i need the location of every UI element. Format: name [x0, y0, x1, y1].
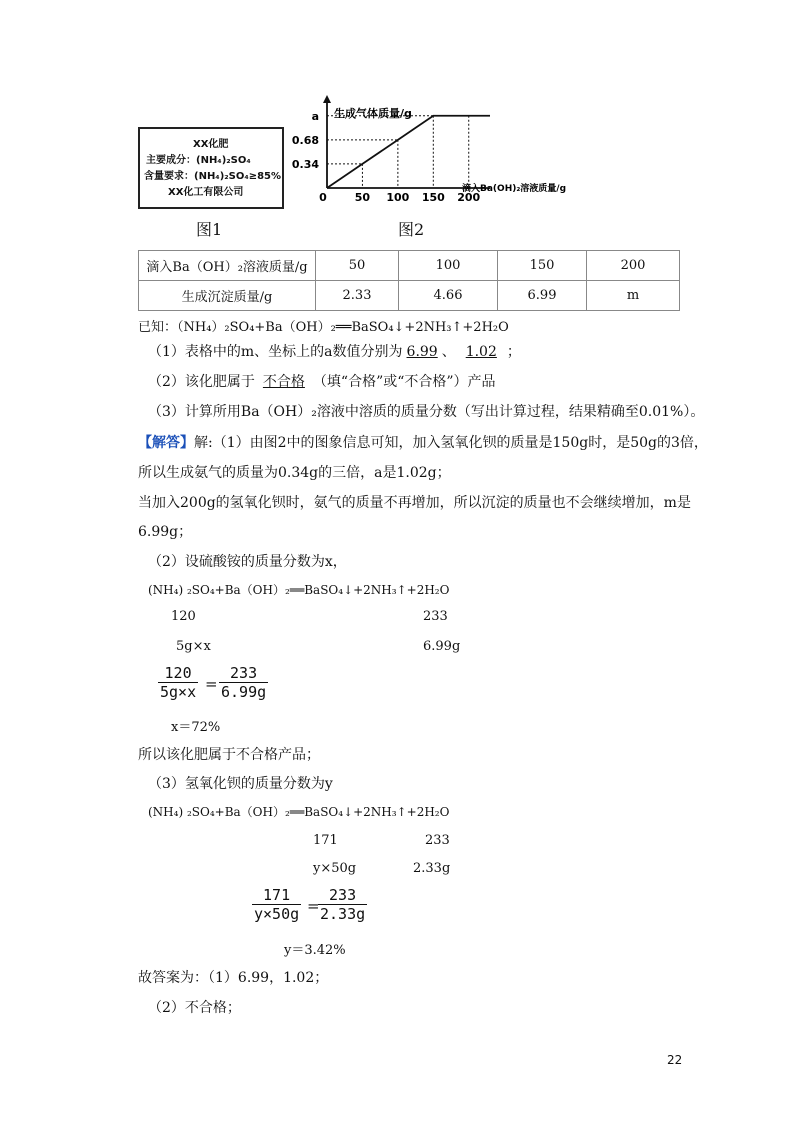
solution-line-3: 当加入200g的氢氧化钡时，氨气的质量不再增加，所以沉淀的质量也不会继续增加，m是	[138, 495, 691, 511]
fraction-numerator: 120	[158, 664, 198, 683]
x-axis-label: 滴入Ba(OH)₂溶液质量/g	[462, 184, 567, 194]
part-2-result: x＝72%	[171, 720, 221, 735]
fraction-equals: =	[205, 675, 218, 693]
part-2-molar-mass-1: 120	[171, 609, 196, 624]
table-cell: 150	[498, 251, 587, 281]
table-cell: 50	[316, 251, 399, 281]
fertilizer-content-requirement: 含量要求：(NH₄)₂SO₄≥85%	[144, 171, 282, 182]
question-2-answer: 不合格	[262, 374, 305, 390]
part-3-value-1: y×50g	[313, 861, 357, 876]
origin-label: 0	[319, 191, 327, 204]
fertilizer-label-box	[138, 127, 284, 209]
table-row	[139, 281, 680, 311]
x-tick-label: 150	[421, 191, 445, 204]
fraction-denominator: y×50g	[254, 905, 300, 923]
final-answer-2: （2）不合格；	[148, 1000, 241, 1016]
part-3-value-2: 2.33g	[413, 861, 451, 876]
table-cell: m	[587, 281, 680, 311]
series-line	[327, 116, 490, 188]
part-2-fraction-right	[219, 664, 268, 701]
equation-part-2: (NH₄) ₂SO₄+Ba（OH）₂══BaSO₄↓+2NH₃↑+2H₂O	[148, 583, 450, 597]
question-2-end: （填“合格”或“不合格”）产品	[312, 374, 496, 390]
part-3-fraction-left	[252, 886, 301, 923]
final-answer-1: 故答案为：（1）6.99，1.02；	[138, 970, 329, 986]
y-tick-label: a	[311, 109, 319, 123]
x-tick-label: 50	[354, 191, 371, 204]
figure-2-caption: 图2	[398, 220, 425, 239]
part-2-value-2: 6.99g	[423, 639, 461, 654]
fraction-denominator: 6.99g	[221, 683, 267, 701]
fertilizer-company: XX化工有限公司	[168, 187, 244, 198]
fraction-denominator: 2.33g	[320, 905, 366, 923]
table-cell: 200	[587, 251, 680, 281]
known-equation: 已知：（NH₄）₂SO₄+Ba（OH）₂══BaSO₄↓+2NH₃↑+2H₂O	[138, 320, 509, 335]
table-cell: 4.66	[399, 281, 498, 311]
y-tick-label: 0.68	[291, 133, 319, 147]
table-header-cell: 生成沉淀质量/g	[139, 281, 316, 311]
y-axis-label: 生成气体质量/g	[334, 107, 412, 120]
question-2	[148, 371, 496, 391]
fraction-numerator: 233	[219, 664, 268, 683]
fertilizer-main-component: 主要成分：(NH₄)₂SO₄	[146, 155, 251, 166]
table-cell: 100	[399, 251, 498, 281]
gas-mass-chart	[290, 95, 567, 225]
question-1	[148, 341, 521, 361]
solution-text-1: 解:（1）由图2中的图象信息可知，加入氢氧化钡的质量是150g时，是50g的3倍，	[194, 435, 708, 451]
part-2-value-1: 5g×x	[176, 639, 211, 654]
fraction-equals: =	[307, 897, 320, 915]
solution-part-3: （3）氢氧化钡的质量分数为y	[148, 776, 333, 792]
part-3-molar-mass-2: 233	[425, 833, 450, 848]
fertilizer-name: XX化肥	[193, 139, 229, 150]
solution-line-1	[138, 432, 708, 452]
question-1-separator: 、	[441, 344, 456, 360]
solution-line-4: 6.99g；	[138, 524, 193, 540]
table-row	[139, 251, 680, 281]
solution-line-2: 所以生成氨气的质量为0.34g的三倍，a是1.02g；	[138, 465, 451, 481]
part-3-fraction-right	[318, 886, 367, 923]
y-tick-label: 0.34	[291, 157, 319, 171]
part-2-molar-mass-2: 233	[423, 609, 448, 624]
solution-part-2: （2）设硫酸铵的质量分数为x，	[148, 554, 347, 570]
question-1-prefix: （1）表格中的m、坐标上的a数值分别为	[148, 344, 403, 360]
fraction-numerator: 233	[318, 886, 367, 905]
x-tick-label: 200	[457, 191, 481, 204]
data-table	[138, 250, 680, 311]
table-header-cell: 滴入Ba（OH）₂溶液质量/g	[139, 251, 316, 281]
table-cell: 2.33	[316, 281, 399, 311]
equation-part-3: (NH₄) ₂SO₄+Ba（OH）₂══BaSO₄↓+2NH₃↑+2H₂O	[148, 805, 450, 819]
y-axis-arrow	[323, 95, 331, 103]
page-number: 22	[667, 1053, 683, 1067]
answer-tag: 【解答】	[138, 435, 194, 451]
x-tick-label: 100	[386, 191, 410, 204]
question-2-prefix: （2）该化肥属于	[148, 374, 255, 390]
part-3-molar-mass-1: 171	[313, 833, 338, 848]
part-3-result: y＝3.42%	[284, 943, 346, 958]
question-1-end: ；	[506, 344, 521, 360]
part-2-conclusion: 所以该化肥属于不合格产品；	[138, 747, 320, 763]
part-2-fraction-left	[158, 664, 198, 701]
table-cell: 6.99	[498, 281, 587, 311]
question-1-answer-2: 1.02	[465, 344, 497, 360]
figure-1-caption: 图1	[196, 220, 223, 239]
fraction-denominator: 5g×x	[160, 683, 197, 701]
question-1-answer-1: 6.99	[406, 344, 438, 360]
fraction-numerator: 171	[252, 886, 301, 905]
question-3: （3）计算所用Ba（OH）₂溶液中溶质的质量分数（写出计算过程，结果精确至0.01%）。	[148, 404, 705, 420]
